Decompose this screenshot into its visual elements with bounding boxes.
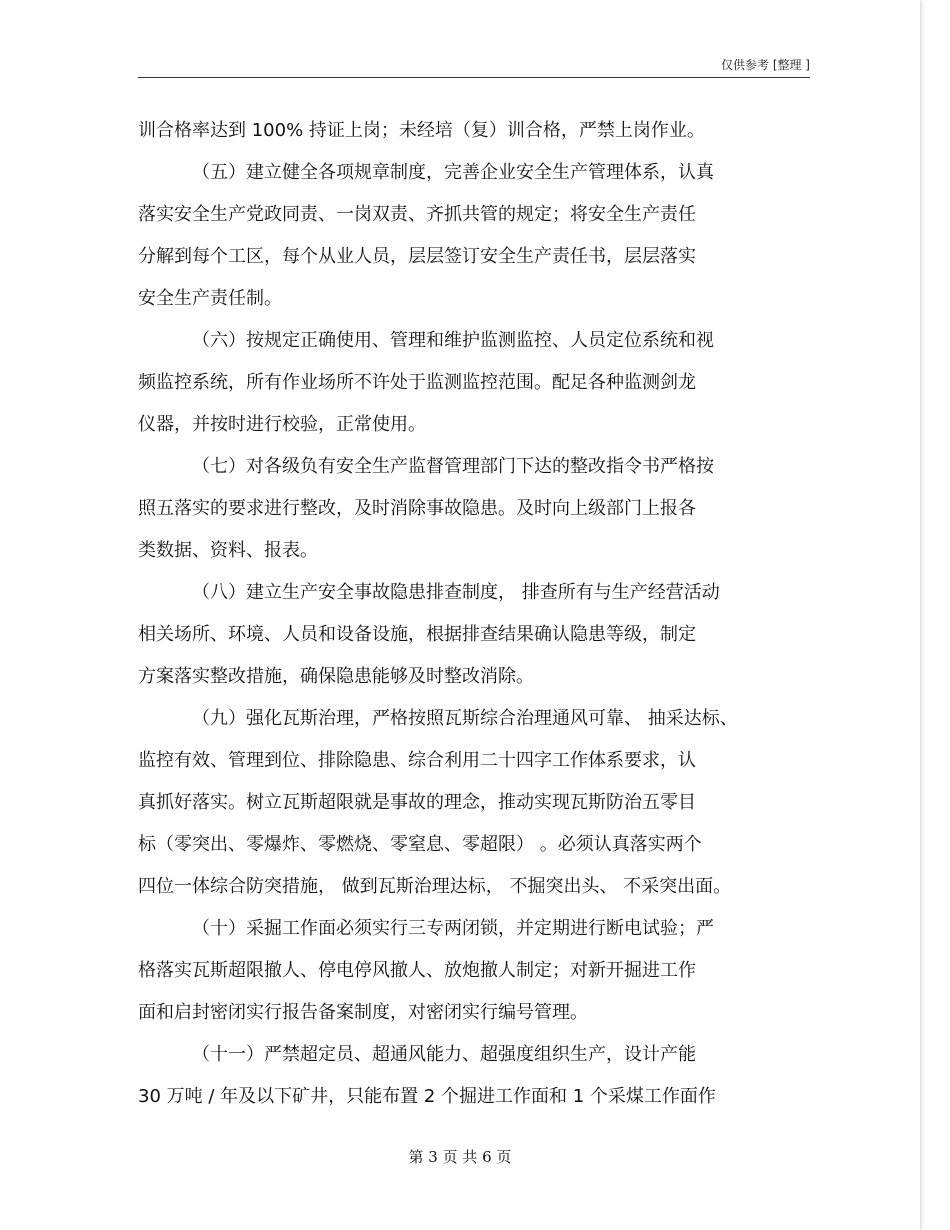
text-line: 真抓好落实。树立瓦斯超限就是事故的理念，推动实现瓦斯防治五零目 [138, 792, 696, 813]
text-line: 相关场所、环境、人员和设备设施，根据排查结果确认隐患等级，制定 [138, 624, 696, 645]
paragraph-6-start: （六）按规定正确使用、管理和维护监测监控、人员定位系统和视 [192, 330, 714, 351]
paragraph-10-start: （十）采掘工作面必须实行三专两闭锁，并定期进行断电试验；严 [192, 918, 714, 939]
text-line: 面和启封密闭实行报告备案制度，对密闭实行编号管理。 [138, 1002, 588, 1023]
body-text [138, 110, 810, 1118]
text-line: 格落实瓦斯超限撤人、停电停风撤人、放炮撤人制定；对新开掘进工作 [138, 960, 696, 981]
paragraph-8-start: （八）建立生产安全事故隐患排查制度， 排查所有与生产经营活动 [192, 582, 720, 603]
text-line: 类数据、资料、报表。 [138, 540, 318, 561]
text-line: 仪器，并按时进行校验，正常使用。 [138, 414, 426, 435]
paragraph-9-start: （九）强化瓦斯治理，严格按照瓦斯综合治理通风可靠、 抽采达标、 [192, 708, 738, 729]
text-line: 安全生产责任制。 [138, 288, 282, 309]
page-number: 第 3 页 共 6 页 [408, 1148, 512, 1166]
text-line: 30 万吨 / 年及以下矿井，只能布置 2 个掘进工作面和 1 个采煤工作面作 [138, 1086, 716, 1107]
text-line: 分解到每个工区，每个从业人员，层层签订安全生产责任书，层层落实 [138, 246, 696, 267]
text-line: 方案落实整改措施，确保隐患能够及时整改消除。 [138, 666, 534, 687]
header-note: 仅供参考 [整理 ] [721, 58, 810, 72]
text-line: 训合格率达到 100% 持证上岗；未经培（复）训合格，严禁上岗作业。 [138, 120, 705, 141]
text-line: 四位一体综合防突措施， 做到瓦斯治理达标， 不掘突出头、 不采突出面。 [138, 876, 732, 897]
text-line: 频监控系统，所有作业场所不许处于监测监控范围。配足各种监测剑龙 [138, 372, 696, 393]
text-line: 落实安全生产党政同责、一岗双责、齐抓共管的规定；将安全生产责任 [138, 204, 696, 225]
text-line: 标（零突出、零爆炸、零燃烧、零窒息、零超限） 。必须认真落实两个 [138, 834, 702, 855]
paragraph-7-start: （七）对各级负有安全生产监督管理部门下达的整改指令书严格按 [192, 456, 714, 477]
header-divider [138, 77, 810, 78]
text-line: 照五落实的要求进行整改，及时消除事故隐患。及时向上级部门上报各 [138, 498, 696, 519]
paragraph-11-start: （十一）严禁超定员、超通风能力、超强度组织生产，设计产能 [192, 1044, 696, 1065]
paragraph-5-start: （五）建立健全各项规章制度，完善企业安全生产管理体系，认真 [192, 162, 714, 183]
text-line: 监控有效、管理到位、排除隐患、综合利用二十四字工作体系要求，认 [138, 750, 696, 771]
